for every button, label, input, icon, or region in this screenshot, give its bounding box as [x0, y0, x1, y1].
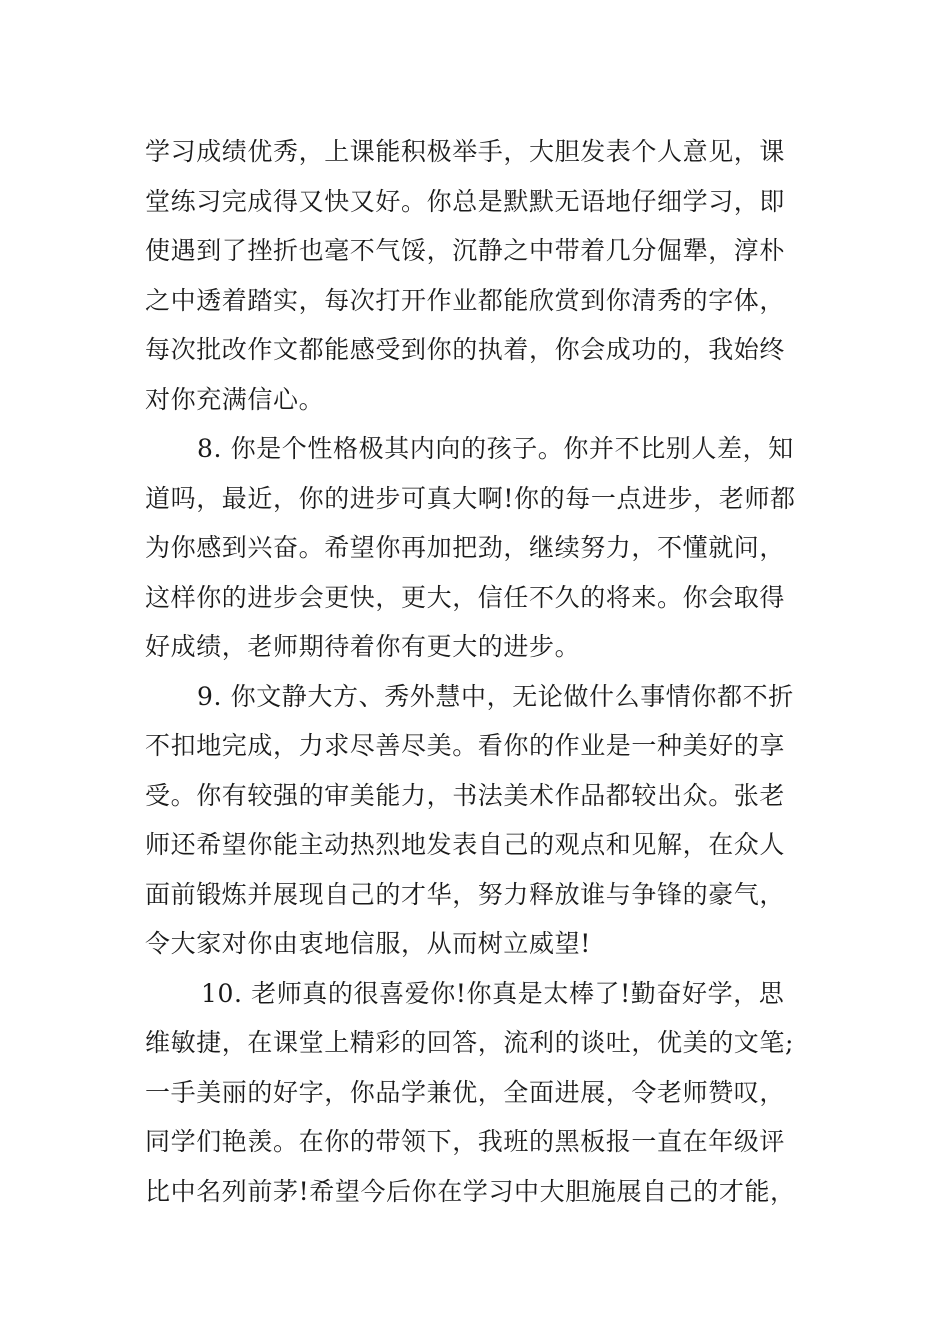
text-line: 10. 老师真的很喜爱你!你真是太棒了!勤奋好学，思: [201, 978, 785, 1008]
paragraph-10: [145, 969, 805, 1217]
text-line: 师还希望你能主动热烈地发表自己的观点和见解，在众人: [145, 830, 786, 859]
paragraph-9: [145, 672, 805, 969]
text-line: 好成绩，老师期待着你有更大的进步。: [145, 632, 581, 661]
document-body: [145, 127, 805, 1216]
text-line: 为你感到兴奋。希望你再加把劲，继续努力，不懂就问，: [145, 533, 786, 562]
text-line: 9. 你文静大方、秀外慧中，无论做什么事情你都不折: [197, 681, 794, 711]
text-line: 这样你的进步会更快，更大，信任不久的将来。你会取得: [145, 582, 786, 612]
text-line: 比中名列前茅!希望今后你在学习中大胆施展自己的才能，: [145, 1176, 796, 1206]
text-line: 不扣地完成，力求尽善尽美。看你的作业是一种美好的享: [145, 731, 786, 760]
text-line: 使遇到了挫折也毫不气馁，沉静之中带着几分倔犟，淳朴: [145, 236, 786, 265]
text-line: 8. 你是个性格极其内向的孩子。你并不比别人差，知: [197, 434, 794, 463]
text-line: 堂练习完成得又快又好。你总是默默无语地仔细学习，即: [145, 186, 786, 216]
text-line: 同学们艳羡。在你的带领下，我班的黑板报一直在年级评: [145, 1127, 786, 1156]
text-line: 令大家对你由衷地信服，从而树立威望!: [145, 929, 591, 958]
paragraph-7-continued: [145, 127, 805, 424]
text-line: 维敏捷，在课堂上精彩的回答，流利的谈吐，优美的文笔;: [145, 1028, 795, 1057]
text-line: 道吗，最近，你的进步可真大啊!你的每一点进步，老师都: [145, 483, 796, 513]
text-line: 对你充满信心。: [145, 384, 325, 414]
paragraph-8: [145, 424, 805, 672]
text-line: 面前锻炼并展现自己的才华，努力释放谁与争锋的豪气，: [145, 879, 786, 909]
text-line: 受。你有较强的审美能力，书法美术作品都较出众。张老: [145, 780, 786, 810]
text-line: 之中透着踏实，每次打开作业都能欣赏到你清秀的字体，: [145, 285, 786, 315]
text-line: 一手美丽的好字，你品学兼优，全面进展，令老师赞叹，: [145, 1077, 786, 1107]
text-line: 每次批改作文都能感受到你的执着，你会成功的，我始终: [145, 335, 786, 364]
text-line: 学习成绩优秀，上课能积极举手，大胆发表个人意见，课: [145, 137, 786, 166]
